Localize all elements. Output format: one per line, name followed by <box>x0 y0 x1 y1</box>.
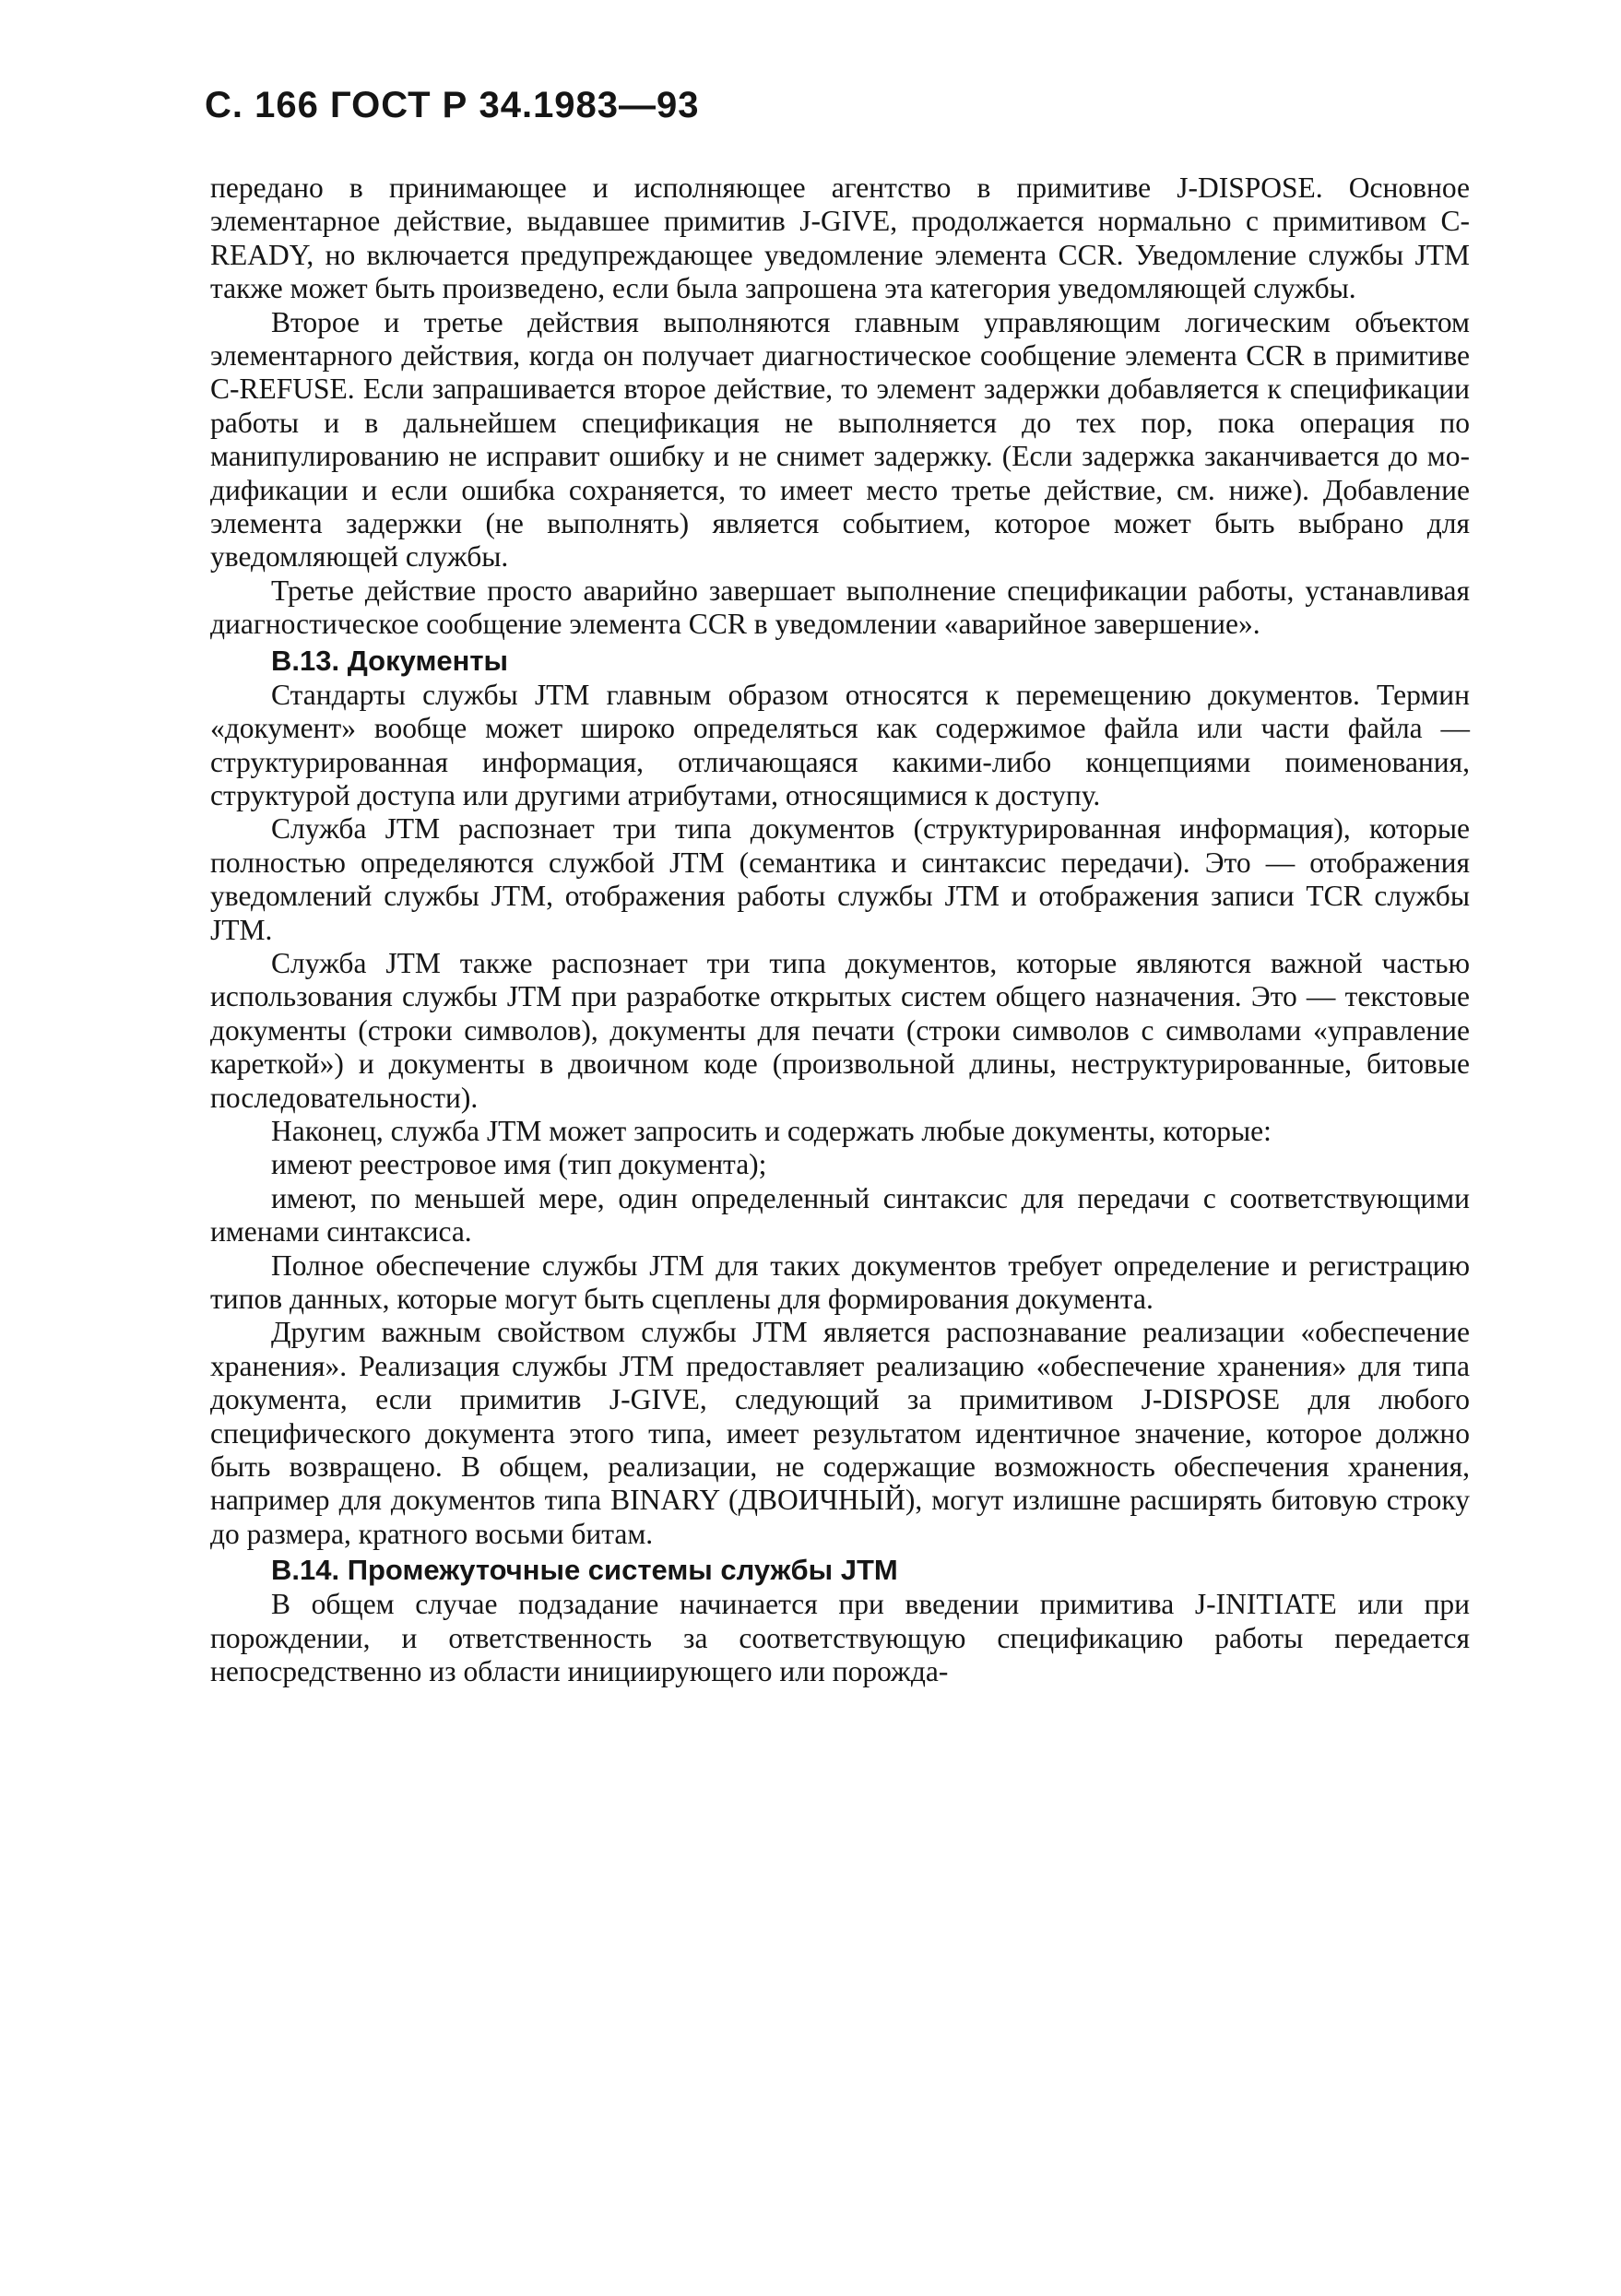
list-item: имеют, по меньшей мере, один определенный синтаксис для передачи с соответствующими именами синтаксиса. <box>210 1181 1470 1249</box>
paragraph: Наконец, служба JTM может запросить и содержать любые документы, которые: <box>271 1114 1272 1147</box>
paragraph: Служба JTM распознает три типа документов (структурированная информация), которые полностью определяются службой JTM (семантика и синтаксис передачи). Это — отображения уведомлений службы JTM, отображения работы службы JTM и отображения записи TCR службы JTM. <box>210 812 1470 946</box>
paragraph: передано в принимающее и исполняющее агентство в примитиве J-DISPOSE. Основное элементарное действие, выдавшее примитив J-GIVE, продолжается нормально с примитивом C-READY, но включается предупреждающее уведомление элемента CCR. Уведомление службы JTM также может быть произведено, если была запрошена эта категория уведомляющей службы. <box>210 172 1470 305</box>
paragraph: Служба JTM также распознает три типа документов, которые являются важной частью использования службы JTM при разработке открытых систем общего назначения. Это — текстовые документы (строки символов), документы для печати (строки символов с символами «управление кареткой») и документы в двоичном коде (произвольной длины, неструктурированные, битовые последовательности). <box>210 946 1470 1114</box>
section-heading-b13: В.13. Документы <box>271 644 509 677</box>
list-item: имеют реестровое имя (тип документа); <box>271 1148 767 1181</box>
paragraph: Другим важным свойством службы JTM является распознавание реализации «обеспечение хранения». Реализация службы JTM предоставляет реализацию «обеспечение хранения» для типа документа, если примитив J-GIVE, следующий за примитивом J-DISPOSE для любого специфического документа этого типа, имеет результатом идентичное значение, которое должно быть возвращено. В общем, реализации, не содержащие возможность обеспечения хранения, например для документов типа BINARY (ДВОИЧНЫЙ), могут излишне расширять битовую строку до размера, кратного восьми битам. <box>210 1316 1470 1550</box>
paragraph: Стандарты службы JTM главным образом относятся к перемещению документов. Термин «документ» вообще может широко определяться как содержимое файла или части файла — структурированная информация, отличающаяся какими-либо концепциями поименования, структурой доступа или другими атрибутами, относящимися к доступу. <box>210 678 1470 811</box>
paragraph: Третье действие просто аварийно завершает выполнение спецификации работы, устанавливая диагностическое сообщение элемента CCR в уведомлении «аварийное завершение». <box>210 574 1470 641</box>
paragraph: Полное обеспечение службы JTM для таких документов требует определение и регистрацию типов данных, которые могут быть сцеплены для формирования документа. <box>210 1249 1470 1315</box>
paragraph: Второе и третье действия выполняются главным управляющим логическим объектом элементарного действия, когда он получает диагностическое сообщение элемента CCR в примитиве C-REFUSE. Если запрашивается второе действие, то элемент задержки добавляется к спецификации работы и в дальнейшем спецификация не выполняется до тех пор, пока операция по манипулированию не исправит ошибку и не снимет задержку. (Если задержка заканчивается до модификации и если ошибка сохраняется, то имеет место третье действие, см. ниже). Добавление элемента задержки (не выполнять) является событием, которое может быть выбрано для уведомляющей службы. <box>210 305 1470 574</box>
paragraph: В общем случае подзадание начинается при введении примитива J-INITIATE или при порождении, и ответственность за соответствующую спецификацию работы передается непосредственно из области инициирующего или порожда- <box>210 1588 1470 1688</box>
section-heading-b14: В.14. Промежуточные системы службы JTM <box>271 1554 898 1587</box>
page-body <box>210 172 1470 1688</box>
running-head: С. 166 ГОСТ Р 34.1983—93 <box>205 85 700 125</box>
